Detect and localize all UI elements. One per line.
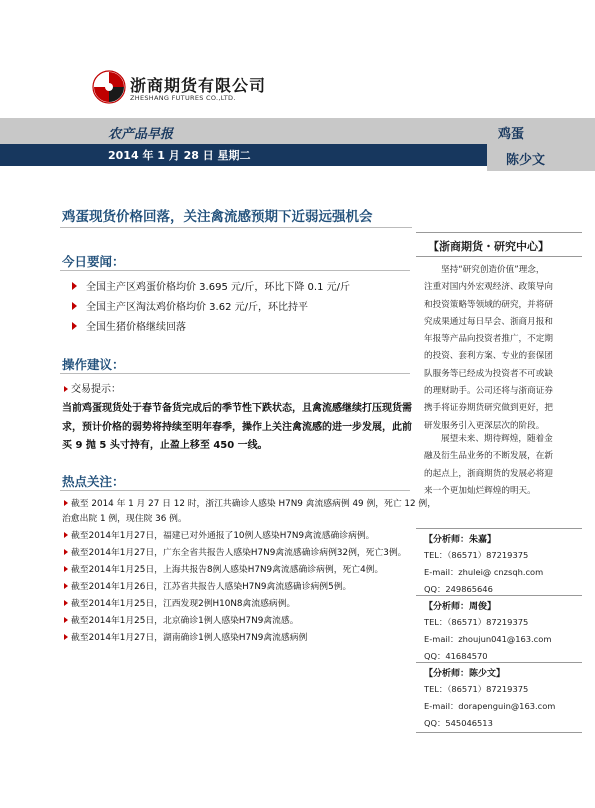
analyst-tel: TEL：（86571）87219375 xyxy=(424,617,529,627)
company-name-en: ZHESHANG FUTURES CO.,LTD. xyxy=(130,94,236,102)
section-divider xyxy=(60,270,410,271)
list-item: 全国生猪价格继续回落 xyxy=(72,318,186,333)
list-item: 截至 2014 年 1 月 27 日 12 时，浙江共确诊人感染 H7N9 禽流感病例 49 例，死亡 12 例， xyxy=(64,496,436,509)
sidebar-paragraph-1: 坚持“研究创造价值”理念， 注重对国内外宏观经济、政策导向 和投资策略等领域的研究，并将研 究成果通过每日早会、浙商月报和 年报等产品向投资者推广，不定期 的投资、套利方案、专业的套保团 队服务等已经成为投资者不可或缺 的理财助手。公司还将与浙商证券 携手将证券期货研究做到更好，把 研发服务引入更深层次的阶段。 xyxy=(424,265,553,431)
company-logo-icon xyxy=(92,70,126,104)
list-item: 截至2014年1月25日，江西发现2例H10N8禽流感病例。 xyxy=(64,596,295,609)
list-item: 截至2014年1月25日，北京确诊1例人感染H7N9禽流感。 xyxy=(64,613,299,626)
sidebar-divider-top xyxy=(416,232,582,233)
arrow-bullet-icon xyxy=(64,600,68,606)
arrow-bullet-icon xyxy=(64,617,68,623)
arrow-bullet-icon xyxy=(64,549,68,555)
analyst-divider xyxy=(416,528,582,529)
list-item: 截至2014年1月27日，湖南确诊1例人感染H7N9禽流感病例 xyxy=(64,630,307,643)
advice-paragraph: 当前鸡蛋现货处于春节备货完成后的季节性下跌状态，且禽流感继续打压现货需 求，预计价格的弱势将持续至明年春季，操作上关注禽流感的进一步发展，此前 买 9 抛 5 头寸持有，止盈上移至 450 一线。 xyxy=(62,403,412,451)
list-item: 截至2014年1月25日，上海共报告8例人感染H7N9禽流感确诊病例，死亡4例。 xyxy=(64,562,383,575)
analyst-divider-bottom xyxy=(416,732,582,733)
section-divider xyxy=(60,373,410,374)
section-divider xyxy=(60,490,410,491)
analyst-email: E-mail：zhoujun041@163.com xyxy=(424,634,552,644)
company-name-cn: 浙商期货有限公司 xyxy=(130,76,267,95)
report-type: 农产品早报 xyxy=(108,127,174,142)
arrow-bullet-icon xyxy=(64,386,68,392)
sidebar-paragraph-2: 展望未来、期待辉煌，随着金 融及衍生品业务的不断发展，在新 的起点上，浙商期货的发展必将迎 来一个更加灿烂辉煌的明天。 xyxy=(424,434,553,496)
analyst-qq: QQ：41684570 xyxy=(424,651,488,661)
list-item-continuation: 治愈出院 1 例，现住院 36 例。 xyxy=(62,514,187,524)
list-item: 截至2014年1月27日，福建已对外通报了10例人感染H7N9禽流感确诊病例。 xyxy=(64,528,374,541)
analyst-email: E-mail：zhulei@ cnzsqh.com xyxy=(424,567,544,577)
analyst-name: 【分析师：朱嘉】 xyxy=(424,535,497,545)
arrow-bullet-icon xyxy=(64,566,68,572)
arrow-bullet-icon xyxy=(72,302,77,310)
section-title-hot: 热点关注： xyxy=(62,474,125,489)
list-item: 全国主产区淘汰鸡价格均价 3.62 元/斤，环比持平 xyxy=(72,298,308,313)
report-author: 陈少文 xyxy=(506,153,546,168)
analyst-qq: QQ：249865646 xyxy=(424,584,493,594)
analyst-qq: QQ：545046513 xyxy=(424,718,493,728)
section-title-advice: 操作建议： xyxy=(62,357,125,372)
list-item: 截至2014年1月27日，广东全省共报告人感染H7N9禽流感确诊病例32例，死亡3例。 xyxy=(64,545,406,558)
headline-divider xyxy=(60,227,412,228)
analyst-tel: TEL：（86571）87219375 xyxy=(424,550,529,560)
analyst-email: E-mail：dorapenguin@163.com xyxy=(424,701,556,711)
report-product: 鸡蛋 xyxy=(498,127,525,142)
trade-tip-label: 交易提示： xyxy=(64,380,121,395)
analyst-name: 【分析师：周俊】 xyxy=(424,602,497,612)
arrow-bullet-icon xyxy=(64,500,68,506)
analyst-divider xyxy=(416,595,582,596)
sidebar-divider xyxy=(416,256,582,257)
list-item: 截至2014年1月26日，江苏省共报告人感染H7N9禽流感确诊病例5例。 xyxy=(64,579,351,592)
section-title-today: 今日要闻： xyxy=(62,254,125,269)
analyst-tel: TEL：（86571）87219375 xyxy=(424,684,529,694)
company-logo xyxy=(92,70,267,108)
report-date: 2014 年 1 月 28 日 星期二 xyxy=(108,149,251,162)
list-item: 全国主产区鸡蛋价格均价 3.695 元/斤，环比下降 0.1 元/斤 xyxy=(72,278,350,293)
sidebar-title: 【浙商期货・研究中心】 xyxy=(428,240,549,253)
report-headline: 鸡蛋现货价格回落，关注禽流感预期下近弱远强机会 xyxy=(62,209,373,225)
arrow-bullet-icon xyxy=(64,532,68,538)
arrow-bullet-icon xyxy=(72,282,77,290)
arrow-bullet-icon xyxy=(64,634,68,640)
analyst-name: 【分析师：陈少文】 xyxy=(424,669,506,679)
arrow-bullet-icon xyxy=(72,322,77,330)
arrow-bullet-icon xyxy=(64,583,68,589)
analyst-divider xyxy=(416,662,582,663)
